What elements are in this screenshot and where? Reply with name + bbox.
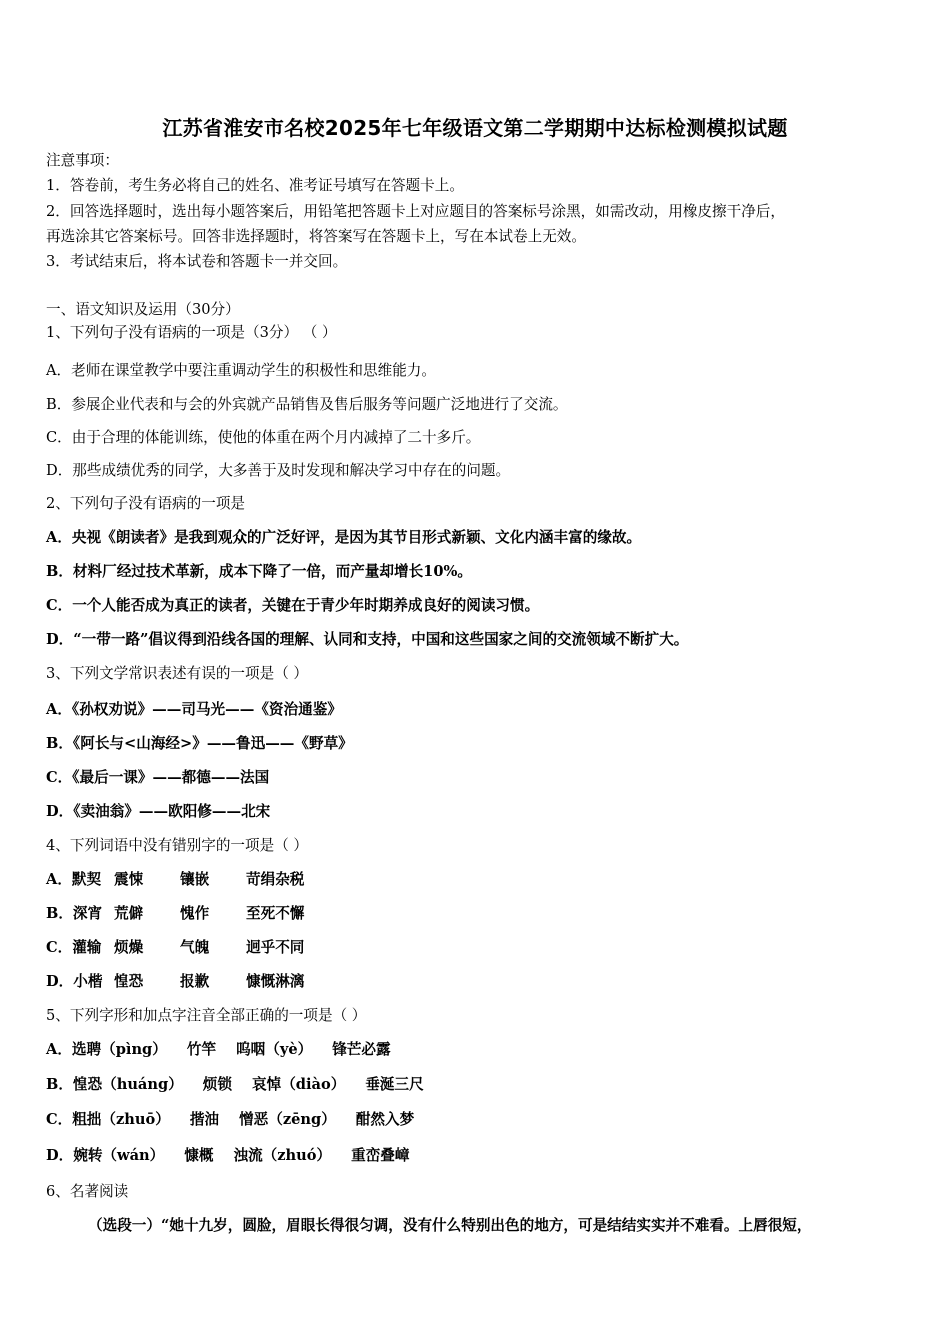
question-5-option-d	[46, 1146, 409, 1166]
question-1-option-b: B．参展企业代表和与会的外宾就产品销售及售后服务等问题广泛地进行了交流。	[46, 396, 568, 413]
notes-line: 3．考试结束后，将本试卷和答题卡一并交回。	[46, 253, 348, 270]
question-2-option-b: B．材料厂经过技术革新，成本下降了一倍，而产量却增长10%。	[46, 563, 472, 580]
option-word: 浊流（zhuó）	[233, 1147, 332, 1164]
option-word: 报歉	[180, 973, 210, 990]
question-4-stem: 4、下列词语中没有错别字的一项是（ ）	[46, 837, 309, 854]
option-word: 慷慨淋漓	[246, 973, 305, 990]
question-2-stem: 2、下列句子没有语病的一项是	[46, 495, 246, 512]
question-4-option-b	[46, 904, 304, 924]
question-6-stem: 6、名著阅读	[46, 1183, 129, 1200]
section-heading: 一、语文知识及运用（30分）	[46, 301, 240, 318]
option-word: 酣然入梦	[355, 1111, 415, 1128]
question-5-option-a	[46, 1040, 391, 1060]
option-word: 锋芒必露	[332, 1041, 391, 1058]
option-word: 愧作	[180, 905, 210, 922]
option-word: 至死不懈	[246, 905, 305, 922]
option-word: 慷概	[184, 1147, 214, 1164]
option-label-word: C．灌输	[46, 939, 102, 956]
option-word: 气魄	[180, 939, 210, 956]
notes-line: 2．回答选择题时，选出每小题答案后，用铅笔把答题卡上对应题目的答案标号涂黑，如需改动，用橡皮擦干净后，	[46, 203, 785, 220]
question-5-option-b	[46, 1075, 424, 1095]
option-word: 震悚	[114, 871, 144, 888]
page-title: 江苏省淮安市名校2025年七年级语文第二学期期中达标检测模拟试题	[162, 116, 788, 140]
option-word: 荒僻	[114, 905, 144, 922]
option-word: 烦燥	[114, 939, 144, 956]
option-label-word: B．惶恐（huáng）	[46, 1076, 183, 1093]
option-word: 惶恐	[114, 973, 144, 990]
option-word: 竹竿	[186, 1041, 217, 1058]
option-label-word: D．小楷	[46, 973, 103, 990]
question-2-option-c: C．一个人能否成为真正的读者，关键在于青少年时期养成良好的阅读习惯。	[46, 597, 540, 614]
option-label-word: A．选聘（pìng）	[46, 1041, 167, 1058]
question-3-option-d: D．《卖油翁》——欧阳修——北宋	[46, 803, 271, 820]
option-word: 呜咽（yè）	[236, 1041, 313, 1058]
option-label-word: C．粗拙（zhuō）	[46, 1111, 170, 1128]
option-word: 重峦叠嶂	[351, 1147, 410, 1164]
notes-line: 1．答卷前，考生务必将自己的姓名、准考证号填写在答题卡上。	[46, 177, 464, 194]
option-label-word: B．深宵	[46, 905, 103, 922]
reading-passage: （选段一）“她十九岁，圆脸，眉眼长得很匀调，没有什么特别出色的地方，可是结结实实并不难看。上唇很短，	[88, 1217, 812, 1234]
option-word: 揩油	[189, 1111, 220, 1128]
question-3-option-c: C．《最后一课》——都德——法国	[46, 769, 270, 786]
question-1-option-d: D．那些成绩优秀的同学，大多善于及时发现和解决学习中存在的问题。	[46, 462, 511, 479]
option-word: 垂涎三尺	[365, 1076, 424, 1093]
question-3-option-a: A．《孙权劝说》——司马光——《资治通鉴》	[46, 701, 342, 718]
question-2-option-d: D．“一带一路”倡议得到沿线各国的理解、认同和支持，中国和这些国家之间的交流领域不断扩大。	[46, 631, 689, 648]
option-label-word: D．婉转（wán）	[46, 1147, 165, 1164]
notes-line: 再选涂其它答案标号。回答非选择题时，将答案写在答题卡上，写在本试卷上无效。	[46, 228, 586, 245]
question-3-stem: 3、下列文学常识表述有误的一项是（ ）	[46, 665, 309, 682]
option-word: 哀悼（diào）	[252, 1076, 346, 1093]
question-5-stem: 5、下列字形和加点字注音全部正确的一项是（ ）	[46, 1007, 367, 1024]
option-word: 镶嵌	[180, 871, 210, 888]
option-word: 烦锁	[202, 1076, 232, 1093]
option-word: 迥乎不同	[246, 939, 305, 956]
question-1-stem: 1、下列句子没有语病的一项是（3分） （ ）	[46, 324, 337, 341]
question-4-option-c	[46, 938, 304, 958]
question-5-option-c	[46, 1110, 414, 1130]
question-4-option-d	[46, 972, 304, 992]
option-word: 苛绢杂税	[246, 871, 305, 888]
question-1-option-a: A．老师在课堂教学中要注重调动学生的积极性和思维能力。	[46, 362, 436, 379]
option-word: 憎恶（zēng）	[239, 1111, 336, 1128]
question-2-option-a: A．央视《朗读者》是我到观众的广泛好评，是因为其节目形式新颖、文化内涵丰富的缘故。	[46, 529, 642, 546]
notes-heading: 注意事项：	[46, 152, 119, 169]
question-3-option-b: B．《阿长与<山海经>》——鲁迅——《野草》	[46, 735, 353, 752]
question-4-option-a	[46, 870, 304, 890]
option-label-word: A．默契	[46, 871, 102, 888]
question-1-option-c: C．由于合理的体能训练，使他的体重在两个月内减掉了二十多斤。	[46, 429, 481, 446]
